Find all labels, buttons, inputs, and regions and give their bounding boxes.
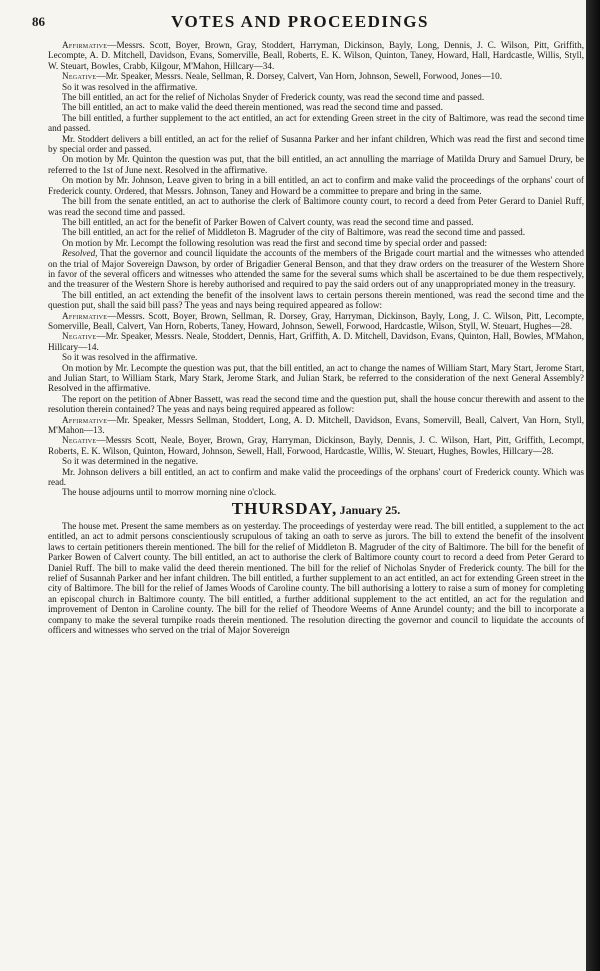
paragraph: [48, 435, 584, 456]
paragraph-text: On motion by Mr. Lecompt the following resolution was read the first and second time by special order and passed:: [62, 237, 488, 248]
paragraph: [48, 415, 584, 436]
paragraph-text: The bill from the senate entitled, an act to authorise the clerk of Baltimore county court, to record a deed from Peter Gerard to Daniel Ruff, was read the second time and passed.: [48, 196, 584, 217]
paragraph-label: Negative: [62, 435, 97, 446]
paragraph: [48, 82, 584, 92]
paragraph: [48, 40, 584, 71]
paragraph: [48, 217, 584, 227]
page-header: [14, 12, 586, 36]
paragraph: [48, 175, 584, 196]
day-heading: [48, 500, 584, 520]
paragraph-text: The house adjourns until to morrow morning nine o'clock.: [62, 487, 277, 498]
paragraph-text: So it was determined in the negative.: [62, 456, 198, 467]
paragraph-text: —Messrs. Scott, Boyer, Brown, Sellman, R. Dorsey, Gray, Harryman, Dickinson, Bayly, Long, J. C. Wilson, Pitt, Lecompte, Somerville, Beall, Calvert, Van Horn, Roberts, Taney, Howard, Johnson, Sewell, Forwood, Hardcastle, Wilson, Styll, W. Steuart, Hughes—28.: [48, 310, 584, 331]
closing-paragraph: The house met. Present the same members as on yesterday. The proceedings of yesterday were read. The bill entitled, a supplement to the act entitled, an act to admit persons conscientiously scrupulous of taking an oath to serve as jurors. The bill to extend the benefit of the insolvent laws to certain petitioners therein mentioned. The bill for the relief of Middleton B. Magruder of the city of Baltimore. The bill for the benefit of Parker Bowen of Calvert county. The bill entitled, an act to authorise the clerk of Baltimore county court to record a deed from Peter Gerard to Daniel Ruff. The bill to make valid the deed therein mentioned. The bill for the relief of Nicholas Snyder of Frederick county. The bill for the relief of Susannah Parker and her infant children. The bill entitled, a further supplement to an act entitled, an act for extending Green street in the city of Baltimore. The bill for the relief of James Woods of Caroline county. The bill authorising a lottery to raise a sum of money for completing an episcopal church in Baltimore county. The bill entitled, a further additional supplement to the act entitled, an act for the regulation and improvement of Denton in Caroline county. The bill for the relief of Theodore Weems of Anne Arundel county; and the bill to incorporate a company to make the several turnpike roads therein mentioned. The resolution directing the governor and council to liquidate the accounts of officers and witnesses who served on the trial of Major Sovereign: [48, 520, 584, 635]
paragraph-label: Resolved,: [62, 248, 98, 259]
paragraph-text: Mr. Johnson delivers a bill entitled, an act to confirm and make valid the proceedings of the orphans' court of Frederick county. Which was read.: [48, 466, 584, 488]
paragraph-text: The bill entitled, an act extending the benefit of the insolvent laws to certain persons therein mentioned, was read the second time and the question put, shall the said bill pass? The yeas and nays being required appeared as follow:: [48, 289, 584, 311]
page-edge-shadow: [586, 0, 600, 971]
paragraph-label: Affirmative: [62, 414, 108, 425]
paragraph-text: —Messrs. Scott, Boyer, Brown, Gray, Stoddert, Harryman, Dickinson, Bayly, Long, Dennis, J. C. Wilson, Pitt, Griffith, Lecompte, A. D. Mitchell, Davidson, Evans, Somerville, Beall, Roberts, E. K. Wilson, Quinton, Taney, Howard, Hall, Hardcastle, Willis, Styll, W. Steuart, Bowles, Crabb, Kilgour, M'Mahon, Hillcary—34.: [48, 40, 584, 71]
paragraph-text: The bill entitled, an act for the relief of Nicholas Snyder of Frederick county, was read the second time and passed.: [62, 92, 485, 103]
paragraph: [48, 134, 584, 155]
paragraph: [48, 467, 584, 488]
paragraph-text: That the governor and council liquidate the accounts of the members of the Brigade court martial and the witnesses who attended on the trial of Major Sovereign Dawson, by order of Brigadier General Benson, and that they draw orders on the treasurer of the Western Shore in favor of the several officers and witnesses who attended the same for the several sums which shall be ascertained to be due them respectively, and the treasurer of the Western Shore is hereby authorised and required to pay the said orders out of any unappropriated money in the treasury.: [48, 248, 584, 290]
paragraph-text: The bill entitled, an act for the relief of Middleton B. Magruder of the city of Baltimore, was read the second time and passed.: [62, 227, 526, 238]
paragraph-text: Mr. Stoddert delivers a bill entitled, an act for the relief of Susanna Parker and her infant children, Which was read the first and second time by special order and passed.: [48, 133, 584, 155]
paragraph: [48, 352, 584, 362]
paragraph-label: Affirmative: [62, 310, 108, 321]
day-heading-date: January 25.: [339, 502, 401, 517]
paragraph-text: On motion by Mr. Quinton the question was put, that the bill entitled, an act annulling the marriage of Matilda Drury and Samuel Drury, be referred to the 1st of June next. Resolved in the affirmative.: [48, 154, 584, 175]
paragraph-text: On motion by Mr. Johnson, Leave given to bring in a bill entitled, an act to confirm and make valid the proceedings of the orphans' court of Frederick county. Ordered, that Messrs. Johnson, Taney and Howard be a committee to prepare and bring in the same.: [48, 175, 584, 196]
paragraph-text: The report on the petition of Abner Bassett, was read the second time and the question put, shall the house concur therewith and assent to the resolution therein contained? The yeas and nays being required appeared as follow:: [48, 393, 584, 415]
paragraph-text: —Messrs Scott, Neale, Boyer, Brown, Gray, Harryman, Dickinson, Bayly, Dennis, J. C. Wilson, Hart, Pitt, Griffith, Lecompt, Roberts, E. K. Wilson, Quinton, Howard, Johnson, Sewell, Hall, Forwood, Hardcastle, Willis, W. Steuart, Hughes, Bowles, Hillcary—28.: [48, 435, 584, 456]
paragraph-text: The bill entitled, a further supplement to the act entitled, an act for extending Green street in the city of Baltimore, was read the second time and passed.: [48, 112, 584, 134]
paragraph: [48, 227, 584, 237]
paragraph: [48, 102, 584, 112]
paragraph: [48, 92, 584, 102]
paragraph: [48, 311, 584, 332]
paragraph-text: So it was resolved in the affirmative.: [62, 81, 198, 92]
paragraph: [48, 487, 584, 497]
paragraph-label: Negative: [62, 331, 97, 342]
paragraph: [48, 394, 584, 415]
paragraph-text: —Mr. Speaker, Messrs. Neale, Sellman, R. Dorsey, Calvert, Van Horn, Johnson, Sewell, Forwood, Jones—10.: [96, 71, 502, 82]
paragraph: [48, 456, 584, 466]
paragraph-text: So it was resolved in the affirmative.: [62, 352, 198, 363]
paragraph-label: Negative: [62, 71, 97, 82]
page-number: 86: [32, 14, 45, 29]
paragraph-text: —Mr. Speaker, Messrs Sellman, Stoddert, Long, A. D. Mitchell, Davidson, Evans, Somervill, Beall, Calvert, Van Horn, Styll, M'Mahon—13.: [48, 414, 584, 436]
document-body: [48, 40, 584, 965]
paragraph-text: The bill entitled, an act for the benefit of Parker Bowen of Calvert county, was read the second time and passed.: [62, 216, 474, 227]
paragraph-text: On motion by Mr. Lecompte the question was put, that the bill entitled, an act to change the names of William Start, Mary Start, Jerome Start, and Julian Start, to William Stark, Mary Stark, Jerome Stark, and Julian Stark, be referred to the consideration of the next General Assembly? Resolved in the affirmative.: [48, 362, 584, 394]
paragraph: [48, 363, 584, 394]
paragraph-label: Affirmative: [62, 40, 108, 50]
paragraph-text: The bill entitled, an act to make valid the deed therein mentioned, was read the second time and passed.: [62, 102, 443, 113]
paragraph: [48, 290, 584, 311]
paragraph: [48, 71, 584, 81]
paragraph: [48, 113, 584, 134]
paragraph: [48, 154, 584, 175]
paragraph-text: —Mr. Speaker, Messrs. Neale, Stoddert, Dennis, Hart, Griffith, A. D. Mitchell, Davidson, Evans, Quinton, Hall, Bowles, M'Mahon, Hillcary—14.: [48, 331, 584, 352]
running-head: VOTES AND PROCEEDINGS: [171, 12, 429, 31]
paragraph: [48, 248, 584, 290]
paragraph: [48, 238, 584, 248]
paragraph: [48, 196, 584, 217]
day-heading-day: THURSDAY,: [231, 498, 338, 518]
paragraph: [48, 331, 584, 352]
